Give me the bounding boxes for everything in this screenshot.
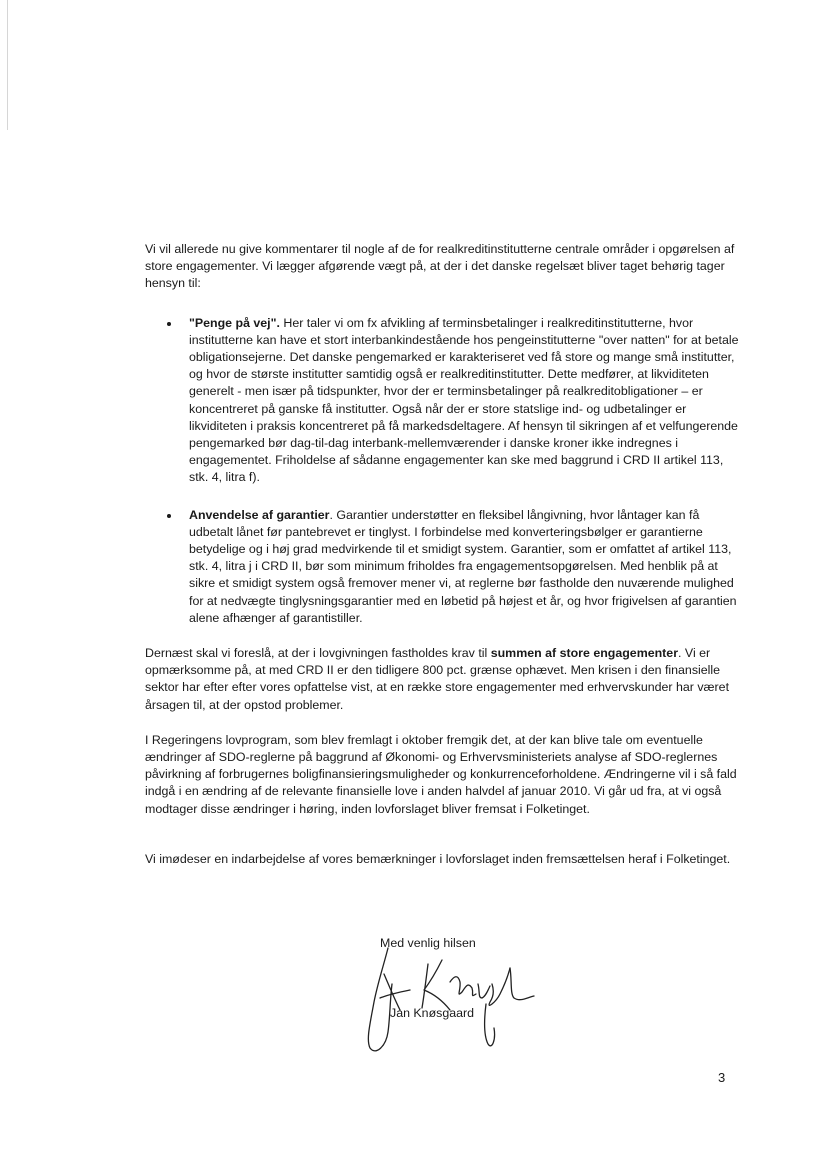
page-number: 3 [718,1070,726,1085]
paragraph-text: . Vi er opmærksomme på, at med CRD II er den tidligere 800 pct. grænse ophævet. Men krisen i den finansielle sektor har efter efter vores opfattelse vist, at en række store engagementer med erhvervskunder har været årsagen til, at der opstod problemer. [145,646,730,712]
signatory-name: Jan Knøsgaard [390,1006,475,1020]
bullet-item-garantier [145,507,745,627]
paragraph-closing-request: Vi imødeser en indarbejdelse af vores bemærkninger i lovforslaget inden fremsættelsen heraf i Folketinget. [145,851,731,866]
paragraph-text: Dernæst skal vi foreslå, at der i lovgivningen fastholdes krav til [145,646,491,661]
paragraph-bold-text: summen af store engagementer [490,646,679,661]
bullet-list [145,315,745,627]
bullet-heading: Anvendelse af garantier [189,507,330,522]
closing-greeting: Med venlig hilsen [380,936,476,950]
bullet-dot-icon [167,322,171,326]
scan-edge-line [7,0,8,130]
bullet-text: . Garantier understøtter en fleksibel långivning, hvor låntager kan få udbetalt lånet før pantebrevet er tinglyst. I forbindelse med konverteringsbølger er garantierne betydelige og i høj grad medvirkende til et smidigt system. Garantier, som er omfattet af artikel 113, stk. 4, litra j i CRD II, bør som minimum friholdes fra engagementsopgørelsen. Med henblik på at sikre et smidigt system også fremover mener vi, at reglerne bør fastholde den nuværende mulighed for at nedvægte tinglysningsgarantier med en løbetid på højest et år, og hvor frigivelsen af garantien alene afhænger af garantistiller. [189,507,737,625]
bullet-item-penge-paa-vej [145,315,745,487]
bullet-heading: "Penge på vej". [189,315,280,330]
handwritten-signature-icon [350,940,550,1060]
paragraph-store-engagementer [145,645,745,714]
letter-body [145,241,745,868]
bullet-text: Her taler vi om fx afvikling af terminsbetalinger i realkreditinstitutterne, hvor institutterne kan have et stort interbankindestående hos pengeinstitutterne "over natten" for at betale obligationsejerne. Det danske pengemarked er karakteriseret ved få store og mange små institutter, og hvor de største institutter samtidig også er realkreditinstitutter. Dette medfører, at likviditeten generelt - men især på tidspunkter, hvor der er terminsbetalinger på realkreditobligationer – er koncentreret på ganske få institutter. Også når der er store statslige ind- og udbetalinger er likviditeten i praksis koncentreret på få markedsdeltagere. Af hensyn til sikringen af et velfungerende pengemarked bør dag-til-dag interbank-mellemværender i danske kroner ikke indregnes i engagementet. Friholdelse af sådanne engagementer kan ske med baggrund i CRD II artikel 113, stk. 4, litra f). [189,315,739,485]
bullet-dot-icon [167,514,171,518]
paragraph-lovprogram: I Regeringens lovprogram, som blev fremlagt i oktober fremgik det, at der kan blive tale om eventuelle ændringer af SDO-reglerne på baggrund af Økonomi- og Erhvervsministeriets analyse af SDO-reglernes påvirkning af forbrugernes boligfinansieringsmuligheder og konkurrenceforholdene. Ændringerne vil i så fald indgå i en ændring af de relevante finansielle love i anden halvdel af januar 2010. Vi går ud fra, at vi også modtager disse ændringer i høring, inden lovforslaget bliver fremsat i Folketinget. [145,732,737,816]
intro-paragraph: Vi vil allerede nu give kommentarer til nogle af de for realkreditinstitutterne centrale områder i opgørelsen af store engagementer. Vi lægger afgørende vægt på, at der i det danske regelsæt bliver taget behørig tager hensyn til: [145,242,735,291]
